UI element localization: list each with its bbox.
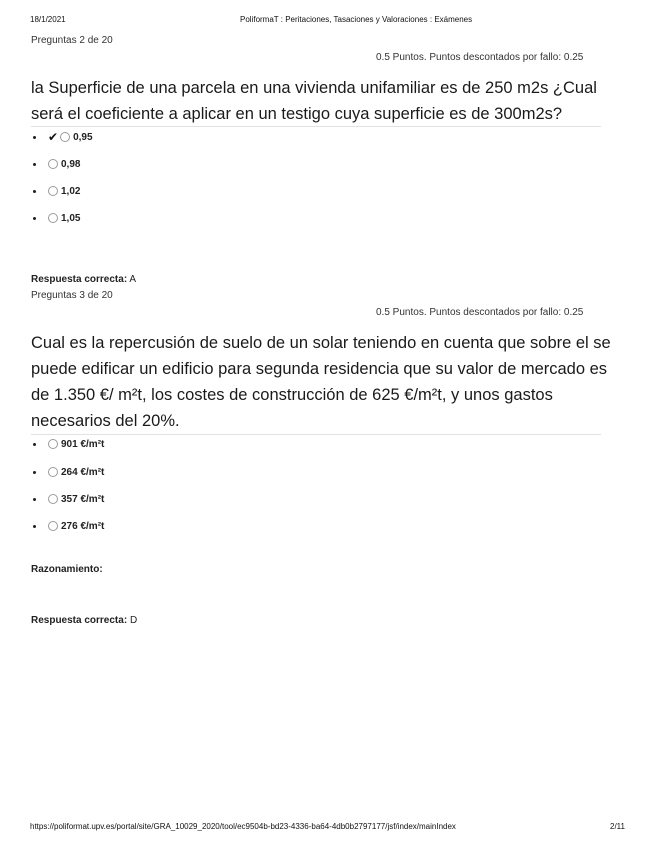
- bullet: [33, 217, 36, 220]
- radio-button[interactable]: [48, 521, 58, 531]
- bullet: [33, 190, 36, 193]
- page-url: https://poliformat.upv.es/portal/site/GRA_10029_2020/tool/ec9504b-bd23-4336-ba64-4db0b2797177/jsf/index/mainIndex: [30, 822, 456, 831]
- radio-button[interactable]: [48, 159, 58, 169]
- answer-option[interactable]: [33, 130, 93, 144]
- page-number: 2/11: [610, 822, 625, 831]
- answer-option[interactable]: [33, 157, 80, 171]
- option-label: 0,95: [73, 131, 93, 143]
- reasoning-label-text: Razonamiento:: [31, 564, 103, 575]
- answer-option[interactable]: [33, 492, 104, 506]
- bullet: [33, 498, 36, 501]
- divider: [31, 434, 601, 435]
- correct-answer-value: D: [129, 615, 138, 626]
- reasoning-label: [31, 564, 103, 575]
- correct-answer: [31, 615, 137, 626]
- radio-button[interactable]: [48, 213, 58, 223]
- bullet: [33, 163, 36, 166]
- question-counter: Preguntas 2 de 20: [31, 35, 113, 46]
- option-label: 1,05: [61, 212, 81, 224]
- divider: [31, 126, 601, 127]
- question-counter: Preguntas 3 de 20: [31, 290, 113, 301]
- option-label: 0,98: [61, 158, 81, 170]
- option-label: 264 €/m²t: [61, 466, 105, 478]
- radio-button[interactable]: [48, 439, 58, 449]
- answer-option[interactable]: [33, 184, 80, 198]
- bullet: [33, 443, 36, 446]
- radio-button[interactable]: [48, 467, 58, 477]
- radio-button[interactable]: [48, 186, 58, 196]
- bullet: [33, 471, 36, 474]
- check-icon: ✔: [48, 130, 59, 144]
- answer-option[interactable]: [33, 465, 104, 479]
- option-label: 357 €/m²t: [61, 493, 105, 505]
- question-text: Cual es la repercusión de suelo de un solar teniendo en cuenta que sobre el se puede edificar un edificio para segunda residencia que su valor de mercado es de 1.350 €/ m²t, los costes de construcción de 625 €/m²t, y unos gastos necesarios del 20%.: [31, 334, 611, 430]
- option-label: 276 €/m²t: [61, 520, 105, 532]
- answer-option[interactable]: [33, 437, 104, 451]
- correct-answer-value: A: [129, 274, 137, 285]
- correct-answer: [31, 274, 136, 285]
- print-date: 18/1/2021: [30, 15, 66, 24]
- correct-answer-label: Respuesta correcta:: [31, 274, 128, 285]
- option-label: 901 €/m²t: [61, 438, 105, 450]
- answer-option[interactable]: [33, 211, 80, 225]
- bullet: [33, 136, 36, 139]
- question-text: la Superficie de una parcela en una vivienda unifamiliar es de 250 m2s ¿Cual será el coeficiente a aplicar en un testigo cuya superficie es de 300m2s?: [31, 79, 597, 123]
- radio-button[interactable]: [48, 494, 58, 504]
- radio-button[interactable]: [60, 132, 70, 142]
- bullet: [33, 525, 36, 528]
- option-label: 1,02: [61, 185, 81, 197]
- answer-option[interactable]: [33, 519, 104, 533]
- question-points: 0.5 Puntos. Puntos descontados por fallo: 0.25: [376, 52, 584, 63]
- page-header-title: PoliformaT : Peritaciones, Tasaciones y Valoraciones : Exámenes: [240, 15, 473, 24]
- correct-answer-label: Respuesta correcta:: [31, 615, 128, 626]
- question-points: 0.5 Puntos. Puntos descontados por fallo: 0.25: [376, 307, 584, 318]
